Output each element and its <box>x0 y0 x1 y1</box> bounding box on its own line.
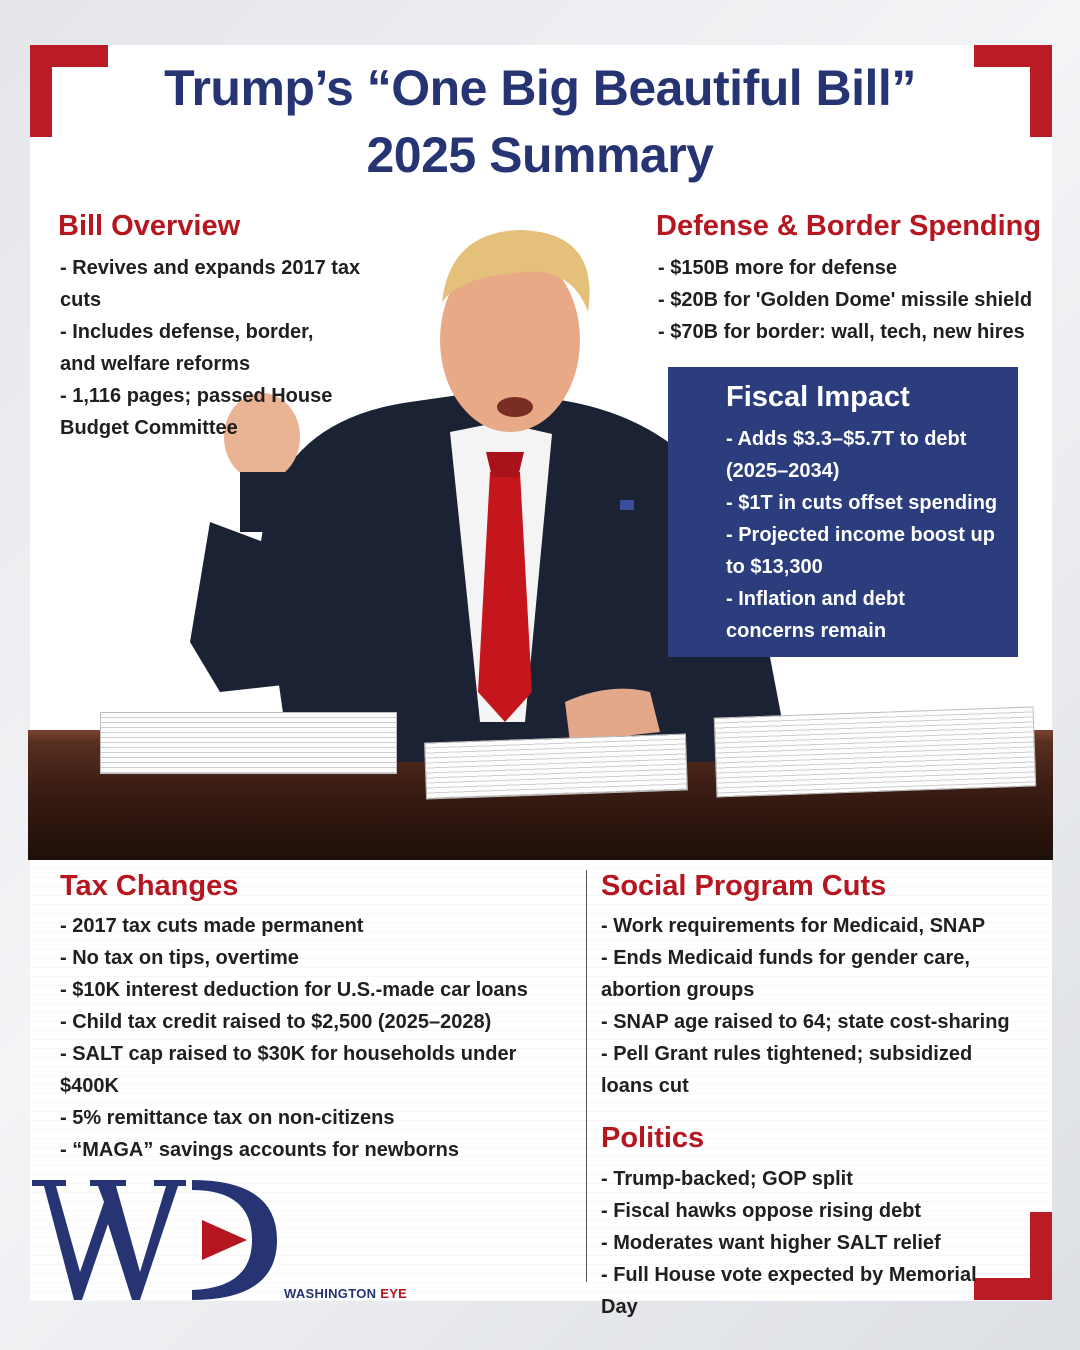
paper-stack-center <box>424 733 688 799</box>
defense-heading: Defense & Border Spending <box>656 210 1042 242</box>
list-item: - Moderates want higher SALT relief <box>601 1232 941 1254</box>
list-item: - SALT cap raised to $30K for households under $400K <box>60 1043 517 1097</box>
list-item: abortion groups <box>601 979 755 1001</box>
list-item: - Full House vote expected by Memorial Day <box>601 1264 977 1318</box>
list-item: - $10K interest deduction for U.S.-made car loans <box>60 979 528 1001</box>
column-divider <box>586 870 587 1282</box>
list-item: - Work requirements for Medicaid, SNAP <box>601 915 986 937</box>
list-item: to $13,300 <box>726 556 823 578</box>
paper-stack-left <box>100 712 397 774</box>
defense-list <box>658 252 1048 348</box>
fiscal-heading: Fiscal Impact <box>726 381 910 413</box>
list-item: Budget Committee <box>60 417 238 439</box>
social-list <box>601 910 1031 1102</box>
list-item: - 5% remittance tax on non-citizens <box>60 1107 395 1129</box>
list-item: - SNAP age raised to 64; state cost-sharing <box>601 1011 1010 1033</box>
list-item: and welfare reforms <box>60 353 251 375</box>
list-item: - Trump-backed; GOP split <box>601 1168 853 1190</box>
fiscal-impact-box <box>668 367 1018 657</box>
list-item: - Includes defense, border, <box>60 321 314 343</box>
tax-heading: Tax Changes <box>60 870 239 902</box>
list-item: - Projected income boost up <box>726 524 995 546</box>
list-item: - “MAGA” savings accounts for newborns <box>60 1139 459 1161</box>
brand-name <box>284 1286 407 1301</box>
list-item: loans cut <box>601 1075 689 1097</box>
list-item: - Revives and expands 2017 tax cuts <box>60 257 361 311</box>
brand-name-part2: EYE <box>380 1286 408 1301</box>
fiscal-list <box>726 423 1011 647</box>
washington-eye-logo <box>32 1172 282 1302</box>
list-item: concerns remain <box>726 620 887 642</box>
list-item: - Ends Medicaid funds for gender care, <box>601 947 970 969</box>
brand-name-part1: WASHINGTON <box>284 1286 381 1301</box>
tax-list <box>60 910 580 1166</box>
list-item: - No tax on tips, overtime <box>60 947 299 969</box>
list-item: - Adds $3.3–$5.7T to debt <box>726 428 967 450</box>
list-item: - 2017 tax cuts made permanent <box>60 915 364 937</box>
list-item: - $150B more for defense <box>658 257 897 279</box>
list-item: - Inflation and debt <box>726 588 905 610</box>
list-item: - Child tax credit raised to $2,500 (2025–2028) <box>60 1011 492 1033</box>
page-title-line2: 2025 Summary <box>366 127 714 183</box>
page-title-line1: Trump’s “One Big Beautiful Bill” <box>164 60 916 116</box>
list-item: - $20B for 'Golden Dome' missile shield <box>658 289 1033 311</box>
list-item: - Pell Grant rules tightened; subsidized <box>601 1043 973 1065</box>
list-item: - 1,116 pages; passed House <box>60 385 333 407</box>
list-item: - $1T in cuts offset spending <box>726 492 998 514</box>
list-item: - Fiscal hawks oppose rising debt <box>601 1200 922 1222</box>
list-item: - $70B for border: wall, tech, new hires <box>658 321 1025 343</box>
paper-stack-right <box>714 706 1037 797</box>
social-heading: Social Program Cuts <box>601 870 887 902</box>
list-item: (2025–2034) <box>726 460 840 482</box>
politics-heading: Politics <box>601 1122 705 1154</box>
overview-heading: Bill Overview <box>58 210 241 242</box>
overview-list <box>60 252 390 444</box>
politics-list <box>601 1163 1001 1323</box>
